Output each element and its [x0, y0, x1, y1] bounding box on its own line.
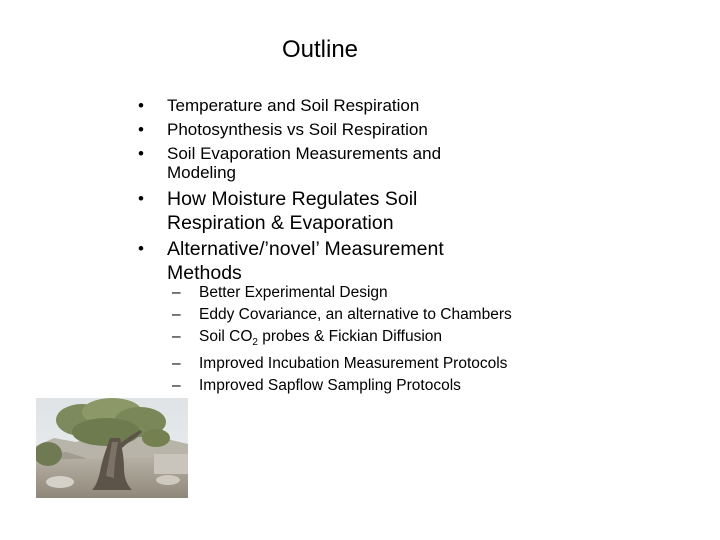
- co2-prefix: Soil CO: [199, 327, 253, 345]
- sub-bullet-dash: –: [172, 355, 181, 373]
- bullet-text: Soil Evaporation Measurements and Modeling: [167, 144, 442, 182]
- bullet-item: [138, 237, 507, 285]
- sub-bullet-dash: –: [172, 327, 181, 345]
- bullet-item: [138, 187, 507, 235]
- sub-bullet-text: Improved Incubation Measurement Protocols: [199, 355, 508, 373]
- olive-tree-photo: [36, 398, 188, 498]
- bullet-dot: •: [138, 189, 144, 208]
- sub-bullet-dash: –: [172, 305, 181, 323]
- sub-bullet-text: [199, 327, 443, 348]
- bullet-list: [138, 96, 698, 285]
- co2-subscript: 2: [252, 336, 258, 348]
- bullet-item: [138, 96, 698, 115]
- sub-bullet-item: [172, 304, 692, 326]
- slide-title: Outline: [281, 36, 359, 63]
- sub-bullet-text: Better Experimental Design: [199, 284, 388, 301]
- sub-bullet-dash: –: [172, 377, 181, 395]
- sub-bullet-item: [172, 375, 692, 397]
- bullet-dot: •: [138, 120, 144, 139]
- sub-bullet-item: [172, 282, 692, 304]
- sub-bullet-list: [172, 282, 692, 397]
- bullet-item: [138, 120, 698, 139]
- bullet-text: Photosynthesis vs Soil Respiration: [167, 120, 428, 139]
- co2-suffix: probes & Fickian Diffusion: [257, 327, 443, 345]
- bullet-item: [138, 144, 507, 182]
- bullet-dot: •: [138, 144, 144, 163]
- bullet-text: Temperature and Soil Respiration: [167, 96, 420, 115]
- bullet-dot: •: [138, 96, 144, 115]
- sub-bullet-text: Improved Sapflow Sampling Protocols: [199, 377, 461, 395]
- sub-bullet-item: [172, 326, 692, 354]
- sub-bullet-item: [172, 353, 692, 375]
- bullet-text: How Moisture Regulates Soil Respiration & Evaporation: [167, 188, 418, 234]
- bullet-dot: •: [138, 239, 144, 258]
- sub-bullet-dash: –: [172, 284, 181, 301]
- bullet-text: Alternative/’novel’ Measurement Methods: [167, 238, 444, 284]
- sub-bullet-text: Eddy Covariance, an alternative to Chambers: [199, 305, 512, 323]
